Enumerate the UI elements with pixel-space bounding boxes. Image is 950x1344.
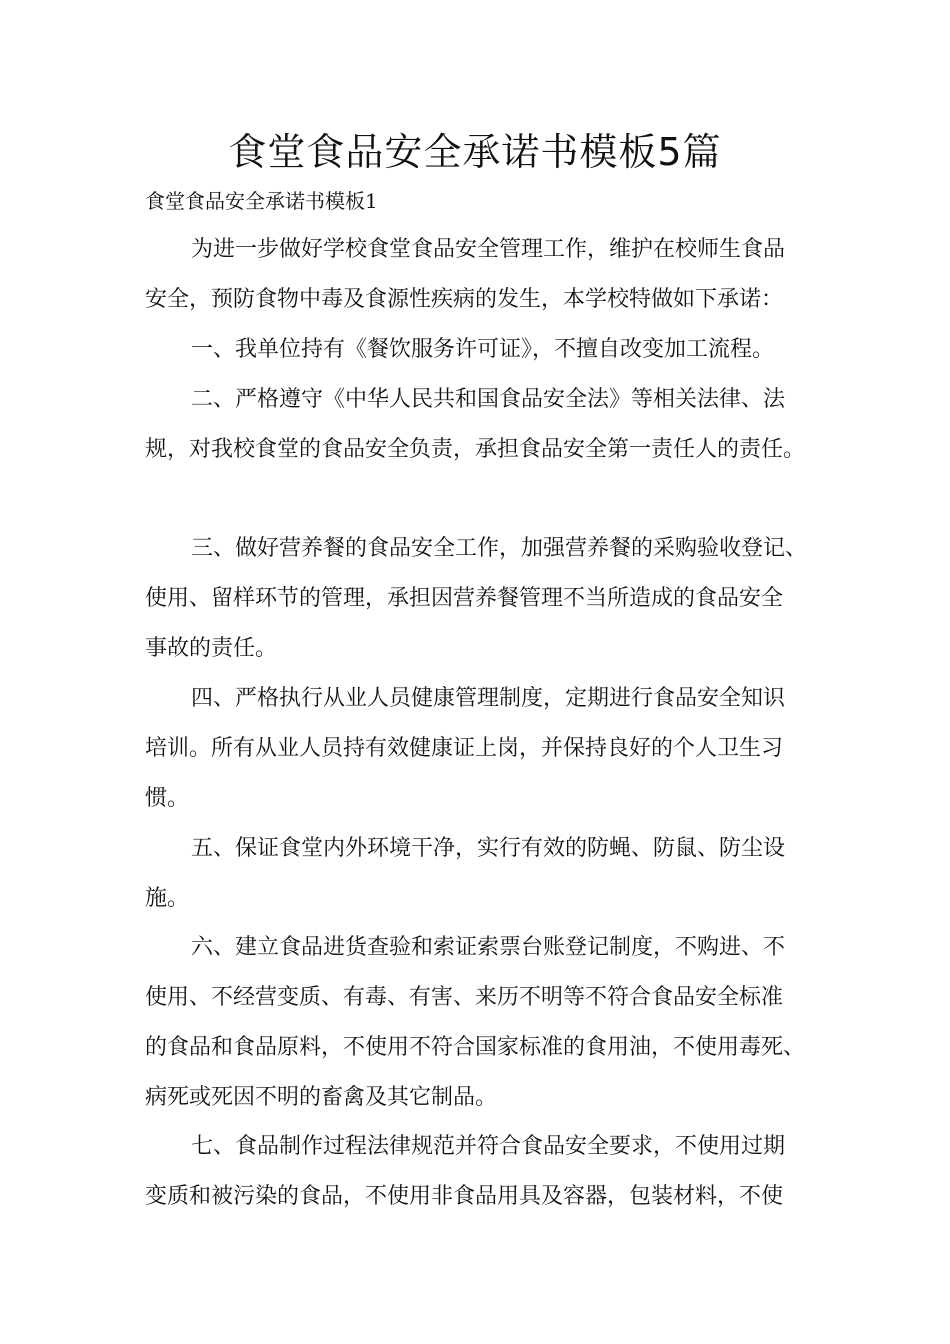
paragraph-item-6	[145, 923, 835, 1123]
paragraph-line: 规，对我校食堂的食品安全负责，承担食品安全第一责任人的责任。	[145, 437, 806, 462]
paragraph-line: 一、我单位持有《餐饮服务许可证》，不擅自改变加工流程。	[191, 337, 775, 362]
paragraph-item-3	[145, 524, 835, 674]
paragraph-line: 变质和被污染的食品，不使用非食品用具及容器，包装材料，不使	[145, 1184, 784, 1209]
paragraph-line: 六、建立食品进货查验和索证索票台账登记制度，不购进、不	[191, 935, 786, 960]
paragraph-item-4	[145, 674, 835, 824]
paragraph-line: 七、食品制作过程法律规范并符合食品安全要求，不使用过期	[191, 1134, 786, 1159]
paragraph-item-7	[145, 1122, 835, 1222]
paragraph-item-2	[145, 375, 835, 475]
paragraph-line: 惯。	[145, 786, 190, 811]
document-subtitle: 食堂食品安全承诺书模板1	[145, 189, 378, 213]
document-title: 食堂食品安全承诺书模板5篇	[228, 130, 722, 174]
paragraph-line: 三、做好营养餐的食品安全工作，加强营养餐的采购验收登记、	[191, 536, 808, 561]
paragraph-line: 安全，预防食物中毒及食源性疾病的发生，本学校特做如下承诺：	[145, 287, 784, 312]
paragraph-item-1	[145, 325, 835, 375]
paragraph-line: 二、严格遵守《中华人民共和国食品安全法》等相关法律、法	[191, 387, 786, 412]
paragraph-line: 使用、不经营变质、有毒、有害、来历不明等不符合食品安全标准	[145, 985, 784, 1010]
paragraph-line: 事故的责任。	[145, 636, 278, 661]
paragraph-line: 的食品和食品原料，不使用不符合国家标准的食用油，不使用毒死、	[145, 1035, 806, 1060]
paragraph-line: 病死或死因不明的畜禽及其它制品。	[145, 1085, 498, 1110]
paragraph-line: 为进一步做好学校食堂食品安全管理工作，维护在校师生食品	[191, 237, 786, 262]
paragraph-line: 培训。所有从业人员持有效健康证上岗，并保持良好的个人卫生习	[145, 736, 784, 761]
paragraph-line: 使用、留样环节的管理，承担因营养餐管理不当所造成的食品安全	[145, 586, 784, 611]
paragraph-intro	[145, 225, 835, 325]
paragraph-line: 五、保证食堂内外环境干净，实行有效的防蝇、防鼠、防尘设	[191, 836, 786, 861]
paragraph-item-5	[145, 824, 835, 924]
paragraph-line: 施。	[145, 886, 190, 911]
paragraph-line: 四、严格执行从业人员健康管理制度，定期进行食品安全知识	[191, 686, 786, 711]
